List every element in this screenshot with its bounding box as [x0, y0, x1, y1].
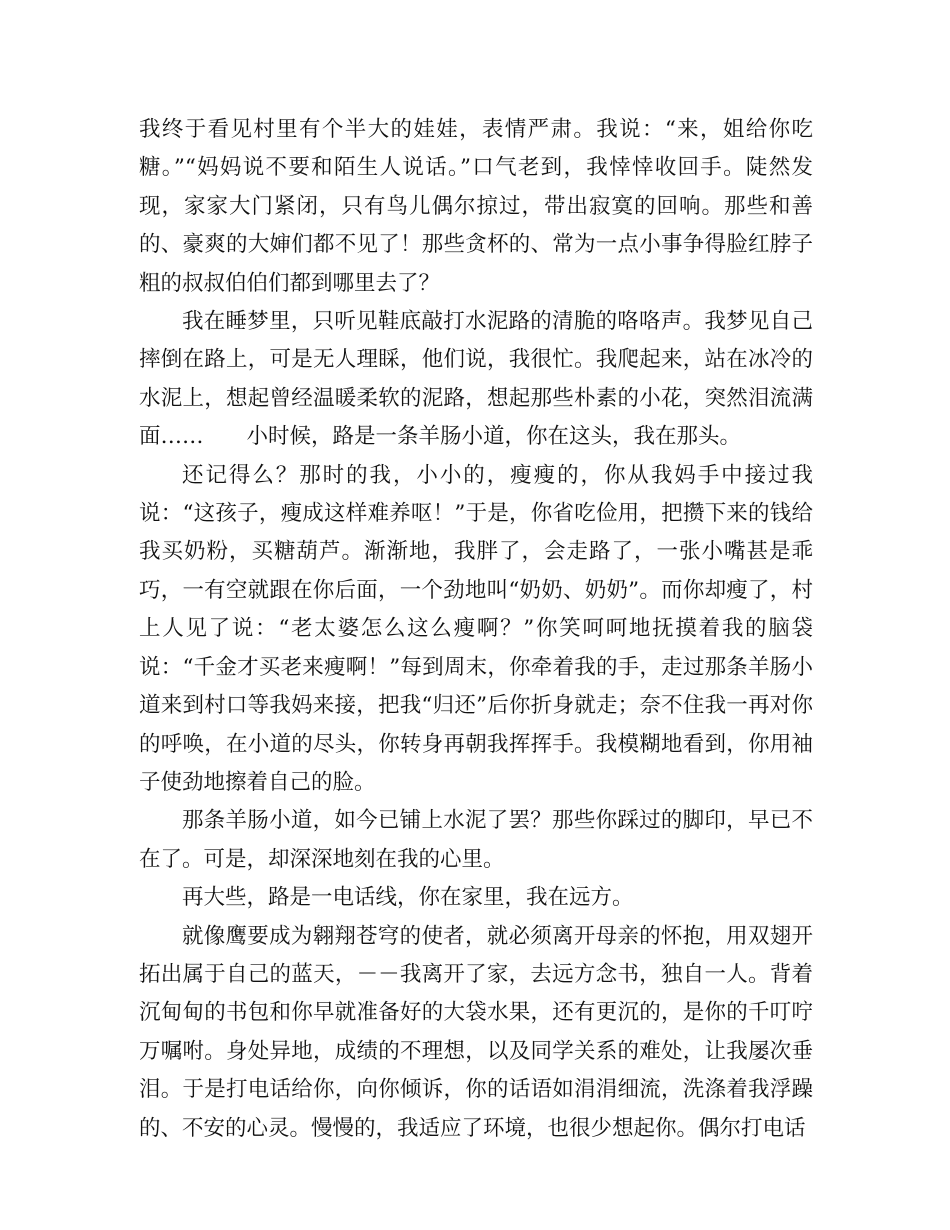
paragraph: 那条羊肠小道，如今已铺上水泥了罢？那些你踩过的脚印，早已不在了。可是，却深深地刻在我的心里。	[139, 808, 813, 872]
paragraph: 我终于看见村里有个半大的娃娃，表情严肃。我说：“来，姐给你吃糖。”“妈妈说不要和陌生人说话。”口气老到，我悻悻收回手。陡然发现，家家大门紧闭，只有鸟儿偶尔掠过，带出寂寞的回响。那些和善的、豪爽的大婶们都不见了！那些贪杯的、常为一点小事争得脸红脖子粗的叔叔伯伯们都到哪里去了？	[139, 117, 813, 296]
paragraph: 就像鹰要成为翱翔苍穹的使者，就必须离开母亲的怀抱，用双翅开拓出属于自己的蓝天，－－我离开了家，去远方念书，独自一人。背着沉甸甸的书包和你早就准备好的大袋水果，还有更沉的，是你的千叮咛万嘱咐。身处异地，成绩的不理想，以及同学关系的难处，让我屡次垂泪。于是打电话给你，向你倾诉，你的话语如涓涓细流，洗涤着我浮躁的、不安的心灵。慢慢的，我适应了环境，也很少想起你。偶尔打电话	[139, 923, 813, 1141]
body-text	[139, 111, 813, 1148]
paragraph: 还记得么？那时的我，小小的，瘦瘦的，你从我妈手中接过我说：“这孩子，瘦成这样难养呕！”于是，你省吃俭用，把攒下来的钱给我买奶粉，买糖葫芦。渐渐地，我胖了，会走路了，一张小嘴甚是乖巧，一有空就跟在你后面，一个劲地叫“奶奶、奶奶”。而你却瘦了，村上人见了说：“老太婆怎么这么瘦啊？”你笑呵呵地抚摸着我的脑袋说：“千金才买老来瘦啊！”每到周末，你牵着我的手，走过那条羊肠小道来到村口等我妈来接，把我“归还”后你折身就走；奈不住我一再对你的呼唤，在小道的尽头，你转身再朝我挥挥手。我模糊地看到，你用袖子使劲地擦着自己的脸。	[139, 462, 813, 795]
paragraph: 我在睡梦里，只听见鞋底敲打水泥路的清脆的咯咯声。我梦见自己摔倒在路上，可是无人理睬，他们说，我很忙。我爬起来，站在冰冷的水泥上，想起曾经温暖柔软的泥路，想起那些朴素的小花，突然泪流满面…… 小时候，路是一条羊肠小道，你在这头，我在那头。	[139, 309, 813, 450]
paragraph: 再大些，路是一电话线，你在家里，我在远方。	[182, 885, 634, 911]
